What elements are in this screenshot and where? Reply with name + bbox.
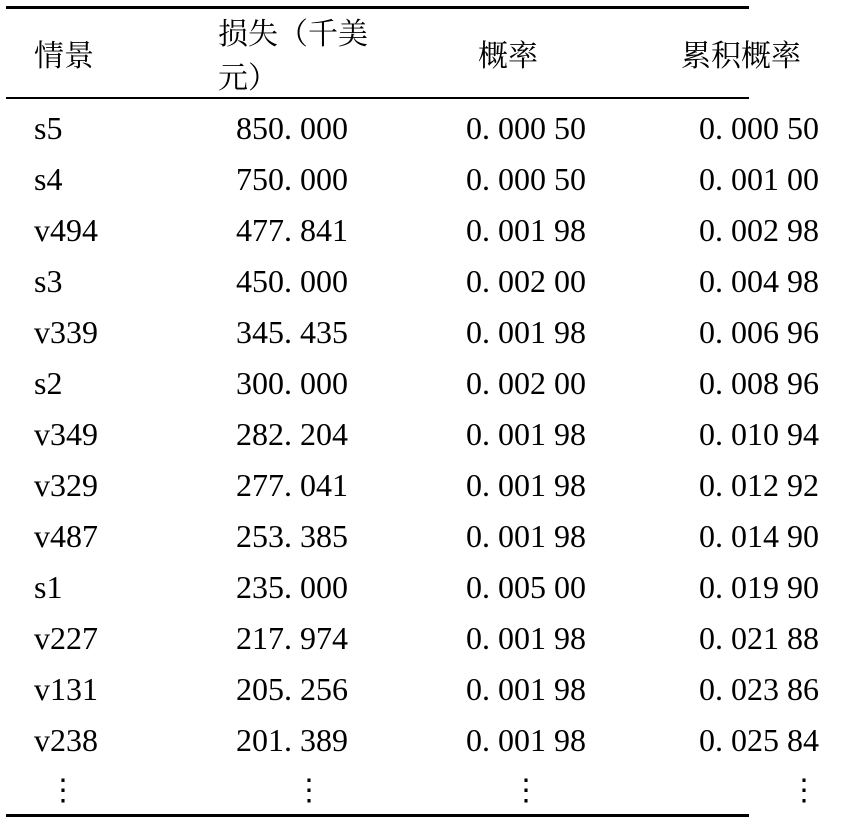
cell-probability: 0. 001 98 bbox=[466, 314, 586, 350]
table-row bbox=[6, 460, 845, 511]
cell-scenario: v339 bbox=[34, 314, 98, 350]
table-row bbox=[6, 256, 845, 307]
ellipsis-cell: ⋮ bbox=[789, 773, 819, 807]
table-row bbox=[6, 715, 845, 766]
cell-scenario: v487 bbox=[34, 518, 98, 554]
data-table-body bbox=[6, 99, 845, 814]
cell-loss: 300. 000 bbox=[236, 365, 348, 401]
cell-cumulative-probability: 0. 014 90 bbox=[699, 518, 819, 554]
table-row bbox=[6, 358, 845, 409]
cell-loss: 235. 000 bbox=[236, 569, 348, 605]
cell-scenario: s4 bbox=[34, 161, 63, 197]
cell-scenario: s3 bbox=[34, 263, 63, 299]
cell-cumulative-probability: 0. 002 98 bbox=[699, 212, 819, 248]
cell-probability: 0. 001 98 bbox=[466, 467, 586, 503]
table-row bbox=[6, 562, 845, 613]
table-row bbox=[6, 205, 845, 256]
header-probability: 概率 bbox=[478, 39, 538, 74]
cell-probability: 0. 000 50 bbox=[466, 161, 586, 197]
header-scenario: 情景 bbox=[34, 39, 94, 74]
cell-cumulative-probability: 0. 021 88 bbox=[699, 620, 819, 656]
cell-loss: 253. 385 bbox=[236, 518, 348, 554]
cell-probability: 0. 001 98 bbox=[466, 620, 586, 656]
cell-scenario: s2 bbox=[34, 365, 63, 401]
ellipsis-row bbox=[6, 766, 845, 814]
cell-cumulative-probability: 0. 010 94 bbox=[699, 416, 819, 452]
cell-loss: 450. 000 bbox=[236, 263, 348, 299]
cell-cumulative-probability: 0. 012 92 bbox=[699, 467, 819, 503]
cell-loss: 345. 435 bbox=[236, 314, 348, 350]
table-row bbox=[6, 409, 845, 460]
cell-cumulative-probability: 0. 004 98 bbox=[699, 263, 819, 299]
cell-probability: 0. 002 00 bbox=[466, 263, 586, 299]
cell-probability: 0. 001 98 bbox=[466, 671, 586, 707]
ellipsis-cell: ⋮ bbox=[294, 773, 324, 807]
cell-scenario: v329 bbox=[34, 467, 98, 503]
cell-loss: 850. 000 bbox=[236, 110, 348, 146]
cell-loss: 277. 041 bbox=[236, 467, 348, 503]
cell-scenario: v131 bbox=[34, 671, 98, 707]
table-row bbox=[6, 99, 845, 154]
cell-loss: 750. 000 bbox=[236, 161, 348, 197]
cell-scenario: s1 bbox=[34, 569, 63, 605]
cell-cumulative-probability: 0. 023 86 bbox=[699, 671, 819, 707]
table-row bbox=[6, 154, 845, 205]
cell-probability: 0. 001 98 bbox=[466, 212, 586, 248]
ellipsis-cell: ⋮ bbox=[48, 773, 78, 807]
cell-scenario: s5 bbox=[34, 110, 63, 146]
cell-scenario: v494 bbox=[34, 212, 98, 248]
cell-loss: 201. 389 bbox=[236, 722, 348, 758]
cell-loss: 217. 974 bbox=[236, 620, 348, 656]
cell-cumulative-probability: 0. 006 96 bbox=[699, 314, 819, 350]
cell-cumulative-probability: 0. 001 00 bbox=[699, 161, 819, 197]
cell-scenario: v227 bbox=[34, 620, 98, 656]
table-row bbox=[6, 307, 845, 358]
table-row bbox=[6, 664, 845, 715]
table-row bbox=[6, 511, 845, 562]
header-row bbox=[6, 9, 821, 97]
cell-scenario: v238 bbox=[34, 722, 98, 758]
header-loss: 损失（千美元） bbox=[218, 17, 368, 96]
cell-cumulative-probability: 0. 019 90 bbox=[699, 569, 819, 605]
cell-probability: 0. 000 50 bbox=[466, 110, 586, 146]
cell-cumulative-probability: 0. 025 84 bbox=[699, 722, 819, 758]
cell-loss: 477. 841 bbox=[236, 212, 348, 248]
cell-loss: 205. 256 bbox=[236, 671, 348, 707]
cell-cumulative-probability: 0. 008 96 bbox=[699, 365, 819, 401]
cell-probability: 0. 001 98 bbox=[466, 518, 586, 554]
loss-table bbox=[6, 6, 819, 817]
cell-probability: 0. 001 98 bbox=[466, 722, 586, 758]
ellipsis-cell: ⋮ bbox=[511, 773, 541, 807]
cell-cumulative-probability: 0. 000 50 bbox=[699, 110, 819, 146]
data-table bbox=[6, 9, 821, 97]
cell-scenario: v349 bbox=[34, 416, 98, 452]
header-cumulative-probability: 累积概率 bbox=[681, 39, 801, 74]
cell-probability: 0. 001 98 bbox=[466, 416, 586, 452]
cell-probability: 0. 002 00 bbox=[466, 365, 586, 401]
table-row bbox=[6, 613, 845, 664]
cell-probability: 0. 005 00 bbox=[466, 569, 586, 605]
cell-loss: 282. 204 bbox=[236, 416, 348, 452]
